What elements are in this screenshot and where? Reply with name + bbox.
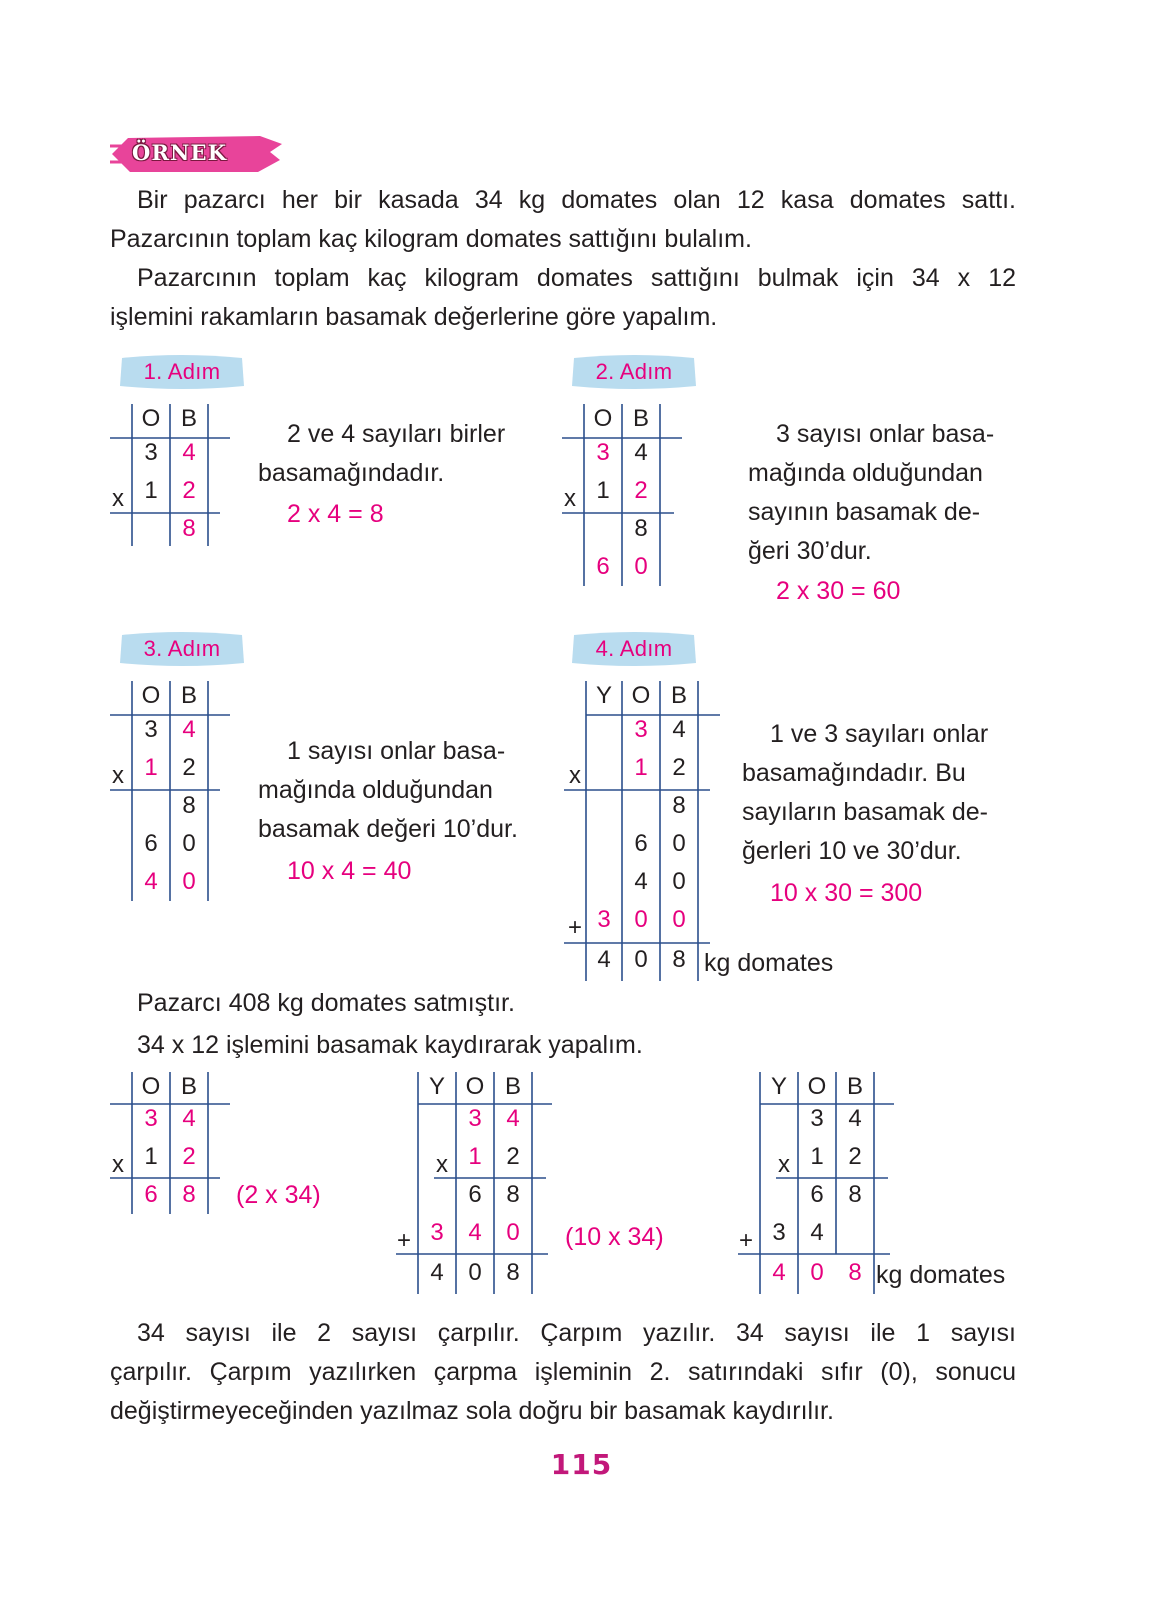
digit: 0 xyxy=(182,868,196,895)
header-B: B xyxy=(180,682,197,709)
digit: 1 xyxy=(596,477,610,504)
digit: 6 xyxy=(144,1181,158,1208)
shift-grid-3 xyxy=(736,1068,896,1298)
header-B: B xyxy=(504,1073,521,1100)
header-O: O xyxy=(631,682,651,709)
digit: 1 xyxy=(810,1143,824,1170)
shift-grid-2 xyxy=(394,1068,554,1298)
digit: 8 xyxy=(634,515,648,542)
digit: 3 xyxy=(468,1105,482,1132)
step-1-label: 1. Adım xyxy=(143,359,221,384)
digit: 3 xyxy=(144,716,158,743)
digit: 6 xyxy=(634,830,648,857)
header-B: B xyxy=(846,1073,863,1100)
step-4-unit: kg domates xyxy=(704,949,834,977)
step-1-badge xyxy=(118,352,246,392)
header-B: B xyxy=(180,1073,197,1100)
digit: 0 xyxy=(810,1259,824,1286)
digit: 3 xyxy=(430,1219,444,1246)
digit: 8 xyxy=(182,515,196,542)
digit: 2 xyxy=(506,1143,520,1170)
digit: 1 xyxy=(144,754,158,781)
shift-grid-1 xyxy=(108,1068,238,1218)
digit: 3 xyxy=(596,439,610,466)
digit: 6 xyxy=(468,1181,482,1208)
digit: 2 xyxy=(848,1143,862,1170)
digit: 4 xyxy=(144,868,158,895)
times-sign: x xyxy=(112,762,124,789)
digit: 4 xyxy=(634,439,648,466)
conclusion-line-2: çarpılır. Çarpım yazılırken çarpma işleminin 2. satırındaki sıfır (0), sonucu xyxy=(110,1358,1016,1386)
digit: 1 xyxy=(634,754,648,781)
digit: 4 xyxy=(810,1219,824,1246)
plus-sign: + xyxy=(396,1227,411,1254)
header-Y: Y xyxy=(428,1073,445,1100)
step-2-label: 2. Adım xyxy=(595,359,673,384)
digit: 3 xyxy=(634,716,648,743)
step-2-text-2: mağında olduğundan xyxy=(748,459,983,487)
step-3-label: 3. Adım xyxy=(143,636,221,661)
header-B: B xyxy=(632,405,649,432)
digit: 3 xyxy=(810,1105,824,1132)
digit: 4 xyxy=(772,1259,786,1286)
digit: 8 xyxy=(848,1181,862,1208)
digit: 4 xyxy=(848,1105,862,1132)
digit: 4 xyxy=(468,1219,482,1246)
times-sign: x xyxy=(436,1151,448,1178)
shift-note-2: (10 x 34) xyxy=(565,1223,664,1251)
digit: 4 xyxy=(506,1105,520,1132)
digit: 0 xyxy=(634,946,648,973)
digit: 4 xyxy=(182,439,196,466)
header-Y: Y xyxy=(770,1073,787,1100)
digit: 0 xyxy=(182,830,196,857)
page-number: 115 xyxy=(550,1448,613,1481)
step-4-text-2: basamağındadır. Bu xyxy=(742,759,966,787)
intro-line-2: Pazarcının toplam kaç kilogram domates sattığını bulalım. xyxy=(110,225,752,253)
digit: 3 xyxy=(597,906,611,933)
header-O: O xyxy=(141,1073,161,1100)
step-4-text-4: ğerleri 10 ve 30’dur. xyxy=(742,837,962,865)
digit: 8 xyxy=(672,792,686,819)
digit: 1 xyxy=(468,1143,482,1170)
digit: 2 xyxy=(182,1143,196,1170)
digit: 6 xyxy=(596,553,610,580)
step-3-text-3: basamak değeri 10’dur. xyxy=(258,815,518,843)
step-2-text-3: sayının basamak de- xyxy=(748,498,981,526)
digit: 3 xyxy=(144,1105,158,1132)
digit: 0 xyxy=(506,1219,520,1246)
digit: 0 xyxy=(672,868,686,895)
digit: 0 xyxy=(672,830,686,857)
step-3-text-2: mağında olduğundan xyxy=(258,776,493,804)
digit: 8 xyxy=(506,1181,520,1208)
shift-note-1: (2 x 34) xyxy=(236,1181,321,1209)
step-4-equation: 10 x 30 = 300 xyxy=(770,879,923,907)
digit: 8 xyxy=(848,1259,862,1286)
digit: 2 xyxy=(182,754,196,781)
step-4-text-3: sayıların basamak de- xyxy=(742,798,988,826)
step-3-equation: 10 x 4 = 40 xyxy=(287,857,412,885)
step-2-text-1: 3 sayısı onlar basa- xyxy=(776,420,995,448)
header-B: B xyxy=(180,405,197,432)
plus-sign: + xyxy=(567,914,582,941)
step-1-grid xyxy=(108,400,238,550)
digit: 4 xyxy=(634,868,648,895)
header-O: O xyxy=(141,405,161,432)
intro-line-3: Pazarcının toplam kaç kilogram domates sattığını bulmak için 34 x 12 xyxy=(137,264,1016,292)
digit: 8 xyxy=(506,1259,520,1286)
times-sign: x xyxy=(569,762,581,789)
digit: 1 xyxy=(144,477,158,504)
times-sign: x xyxy=(778,1151,790,1178)
digit: 4 xyxy=(182,1105,196,1132)
digit: 1 xyxy=(144,1143,158,1170)
step-3-grid xyxy=(108,677,238,905)
header-O: O xyxy=(807,1073,827,1100)
times-sign: x xyxy=(564,485,576,512)
conclusion-line-3: değiştirmeyeceğinden yazılmaz sola doğru bir basamak kaydırılır. xyxy=(110,1397,834,1425)
digit: 2 xyxy=(634,477,648,504)
digit: 4 xyxy=(430,1259,444,1286)
step-4-grid xyxy=(560,677,730,987)
digit: 0 xyxy=(634,906,648,933)
header-Y: Y xyxy=(595,682,612,709)
step-3-text-1: 1 sayısı onlar basa- xyxy=(287,737,506,765)
digit: 2 xyxy=(182,477,196,504)
conclusion-line-1: 34 sayısı ile 2 sayısı çarpılır. Çarpım yazılır. 34 sayısı ile 1 sayısı xyxy=(137,1319,1016,1347)
header-O: O xyxy=(141,682,161,709)
digit: 6 xyxy=(810,1181,824,1208)
header-O: O xyxy=(465,1073,485,1100)
header-O: O xyxy=(593,405,613,432)
digit: 4 xyxy=(182,716,196,743)
step-4-badge xyxy=(570,629,698,669)
step-4-label: 4. Adım xyxy=(595,636,673,661)
digit: 2 xyxy=(672,754,686,781)
header-B: B xyxy=(670,682,687,709)
shift-intro-text: 34 x 12 işlemini basamak kaydırarak yapalım. xyxy=(137,1031,643,1059)
step-2-text-4: ğeri 30’dur. xyxy=(748,537,872,565)
step-3-badge xyxy=(118,629,246,669)
step-2-grid xyxy=(560,400,690,590)
step-1-text-1: 2 ve 4 sayıları birler xyxy=(287,420,506,448)
digit: 3 xyxy=(144,439,158,466)
digit: 0 xyxy=(468,1259,482,1286)
example-badge xyxy=(110,132,282,176)
step-4-text-1: 1 ve 3 sayıları onlar xyxy=(770,720,989,748)
step-1-equation: 2 x 4 = 8 xyxy=(287,500,384,528)
digit: 8 xyxy=(182,792,196,819)
digit: 4 xyxy=(597,946,611,973)
digit: 6 xyxy=(144,830,158,857)
digit: 4 xyxy=(672,716,686,743)
result-text: Pazarcı 408 kg domates satmıştır. xyxy=(137,989,515,1017)
step-2-badge xyxy=(570,352,698,392)
times-sign: x xyxy=(112,1151,124,1178)
times-sign: x xyxy=(112,485,124,512)
intro-line-1: Bir pazarcı her bir kasada 34 kg domates olan 12 kasa domates sattı. xyxy=(137,186,1016,214)
step-1-text-2: basamağındadır. xyxy=(258,459,445,487)
digit: 0 xyxy=(672,906,686,933)
digit: 8 xyxy=(182,1181,196,1208)
shift-unit: kg domates xyxy=(876,1261,1006,1289)
badge-label: ÖRNEK xyxy=(132,140,228,165)
digit: 0 xyxy=(634,553,648,580)
step-2-equation: 2 x 30 = 60 xyxy=(776,577,901,605)
digit: 3 xyxy=(772,1219,786,1246)
intro-line-4: işlemini rakamların basamak değerlerine göre yapalım. xyxy=(110,303,718,331)
plus-sign: + xyxy=(738,1227,753,1254)
digit: 8 xyxy=(672,946,686,973)
